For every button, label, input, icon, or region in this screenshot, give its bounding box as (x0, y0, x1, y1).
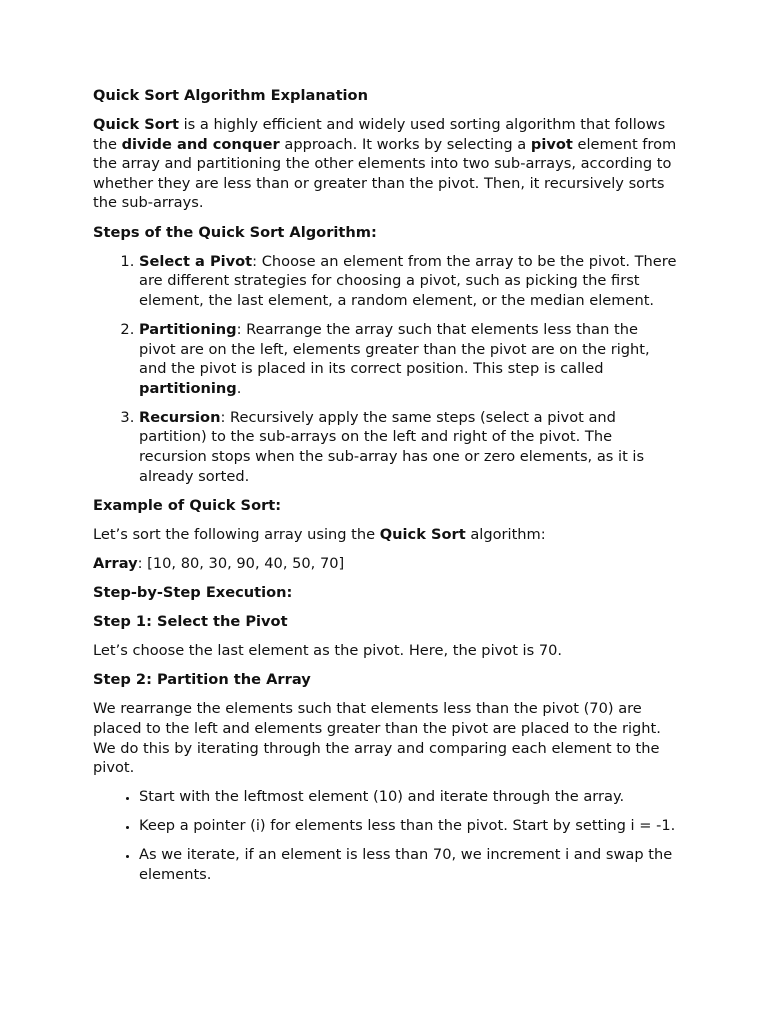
step-text: : Rearrange the array such that elements less than the pivot are on the left, elements greater than the pivot are on the right, and the pivot is placed in its correct position. This step is called (139, 320, 650, 378)
example-heading-text: Example of Quick Sort: (93, 496, 282, 514)
document-body (93, 86, 678, 894)
title-text: Quick Sort Algorithm Explanation (93, 87, 368, 104)
bullet-item: • As we iterate, if an element is less than 70, we increment i and swap the elements. (139, 845, 678, 884)
execution-heading-text: Step-by-Step Execution: (93, 583, 293, 601)
step-item-select-pivot (139, 252, 678, 311)
intro-text-3: element from the array and partitioning the other elements into two sub-arrays, according to whether they are less than or greater than the pivot. Then, it recursively sorts the sub-arrays. (93, 135, 677, 212)
array-value: : [10, 80, 30, 90, 40, 50, 70] (137, 554, 345, 572)
example-intro-term: Quick Sort (379, 525, 466, 543)
steps-heading-text: Steps of the Quick Sort Algorithm: (93, 223, 377, 241)
step-item-recursion (139, 408, 678, 486)
step-item-partitioning (139, 320, 678, 398)
step2-heading-text: Step 2: Partition the Array (93, 671, 311, 689)
example-intro-text-2: algorithm: (465, 525, 546, 543)
intro-term-divide-conquer: divide and conquer (121, 135, 280, 153)
example-intro (93, 525, 678, 545)
step-text-end: . (236, 379, 242, 397)
example-heading (93, 496, 678, 516)
partition-bullets (93, 787, 678, 884)
intro-text-1: is a highly efficient and widely used sorting algorithm that follows the (93, 116, 666, 153)
array-line (93, 554, 678, 574)
step-term-partitioning: partitioning (139, 379, 237, 397)
step-term: Select a Pivot (139, 252, 253, 270)
intro-term-pivot: pivot (530, 135, 573, 153)
step2-heading (93, 670, 678, 690)
step-term: Recursion (139, 408, 221, 426)
step-term: Partitioning (139, 320, 237, 338)
bullet-item: • Start with the leftmost element (10) and iterate through the array. (139, 787, 678, 807)
step1-heading (93, 612, 678, 632)
example-intro-text-1: Let’s sort the following array using the (93, 525, 380, 543)
steps-list (93, 252, 678, 487)
document-title (93, 86, 678, 106)
step-text: : Recursively apply the same steps (select a pivot and partition) to the sub-arrays on the left and right of the pivot. The recursion stops when the sub-array has one or zero elements, as it is already sorted. (139, 408, 645, 485)
intro-paragraph (93, 115, 678, 213)
step-text: : Choose an element from the array to be the pivot. There are different strategies for choosing a pivot, such as picking the first element, the last element, a random element, or the median element. (139, 252, 677, 309)
intro-term-quick-sort: Quick Sort (93, 116, 179, 134)
array-label: Array (93, 554, 138, 572)
step1-heading-text: Step 1: Select the Pivot (93, 613, 288, 631)
steps-heading (93, 223, 678, 243)
intro-text-2: approach. It works by selecting a (279, 135, 531, 153)
execution-heading (93, 583, 678, 603)
step1-paragraph: Let’s choose the last element as the pivot. Here, the pivot is 70. (93, 642, 563, 660)
bullet-item: • Keep a pointer (i) for elements less than the pivot. Start by setting i = -1. (139, 816, 678, 836)
step2-paragraph: We rearrange the elements such that elements less than the pivot (70) are placed to the left and elements greater than the pivot are placed to the right. We do this by iterating through the array and comparing each element to the pivot. (93, 700, 661, 777)
